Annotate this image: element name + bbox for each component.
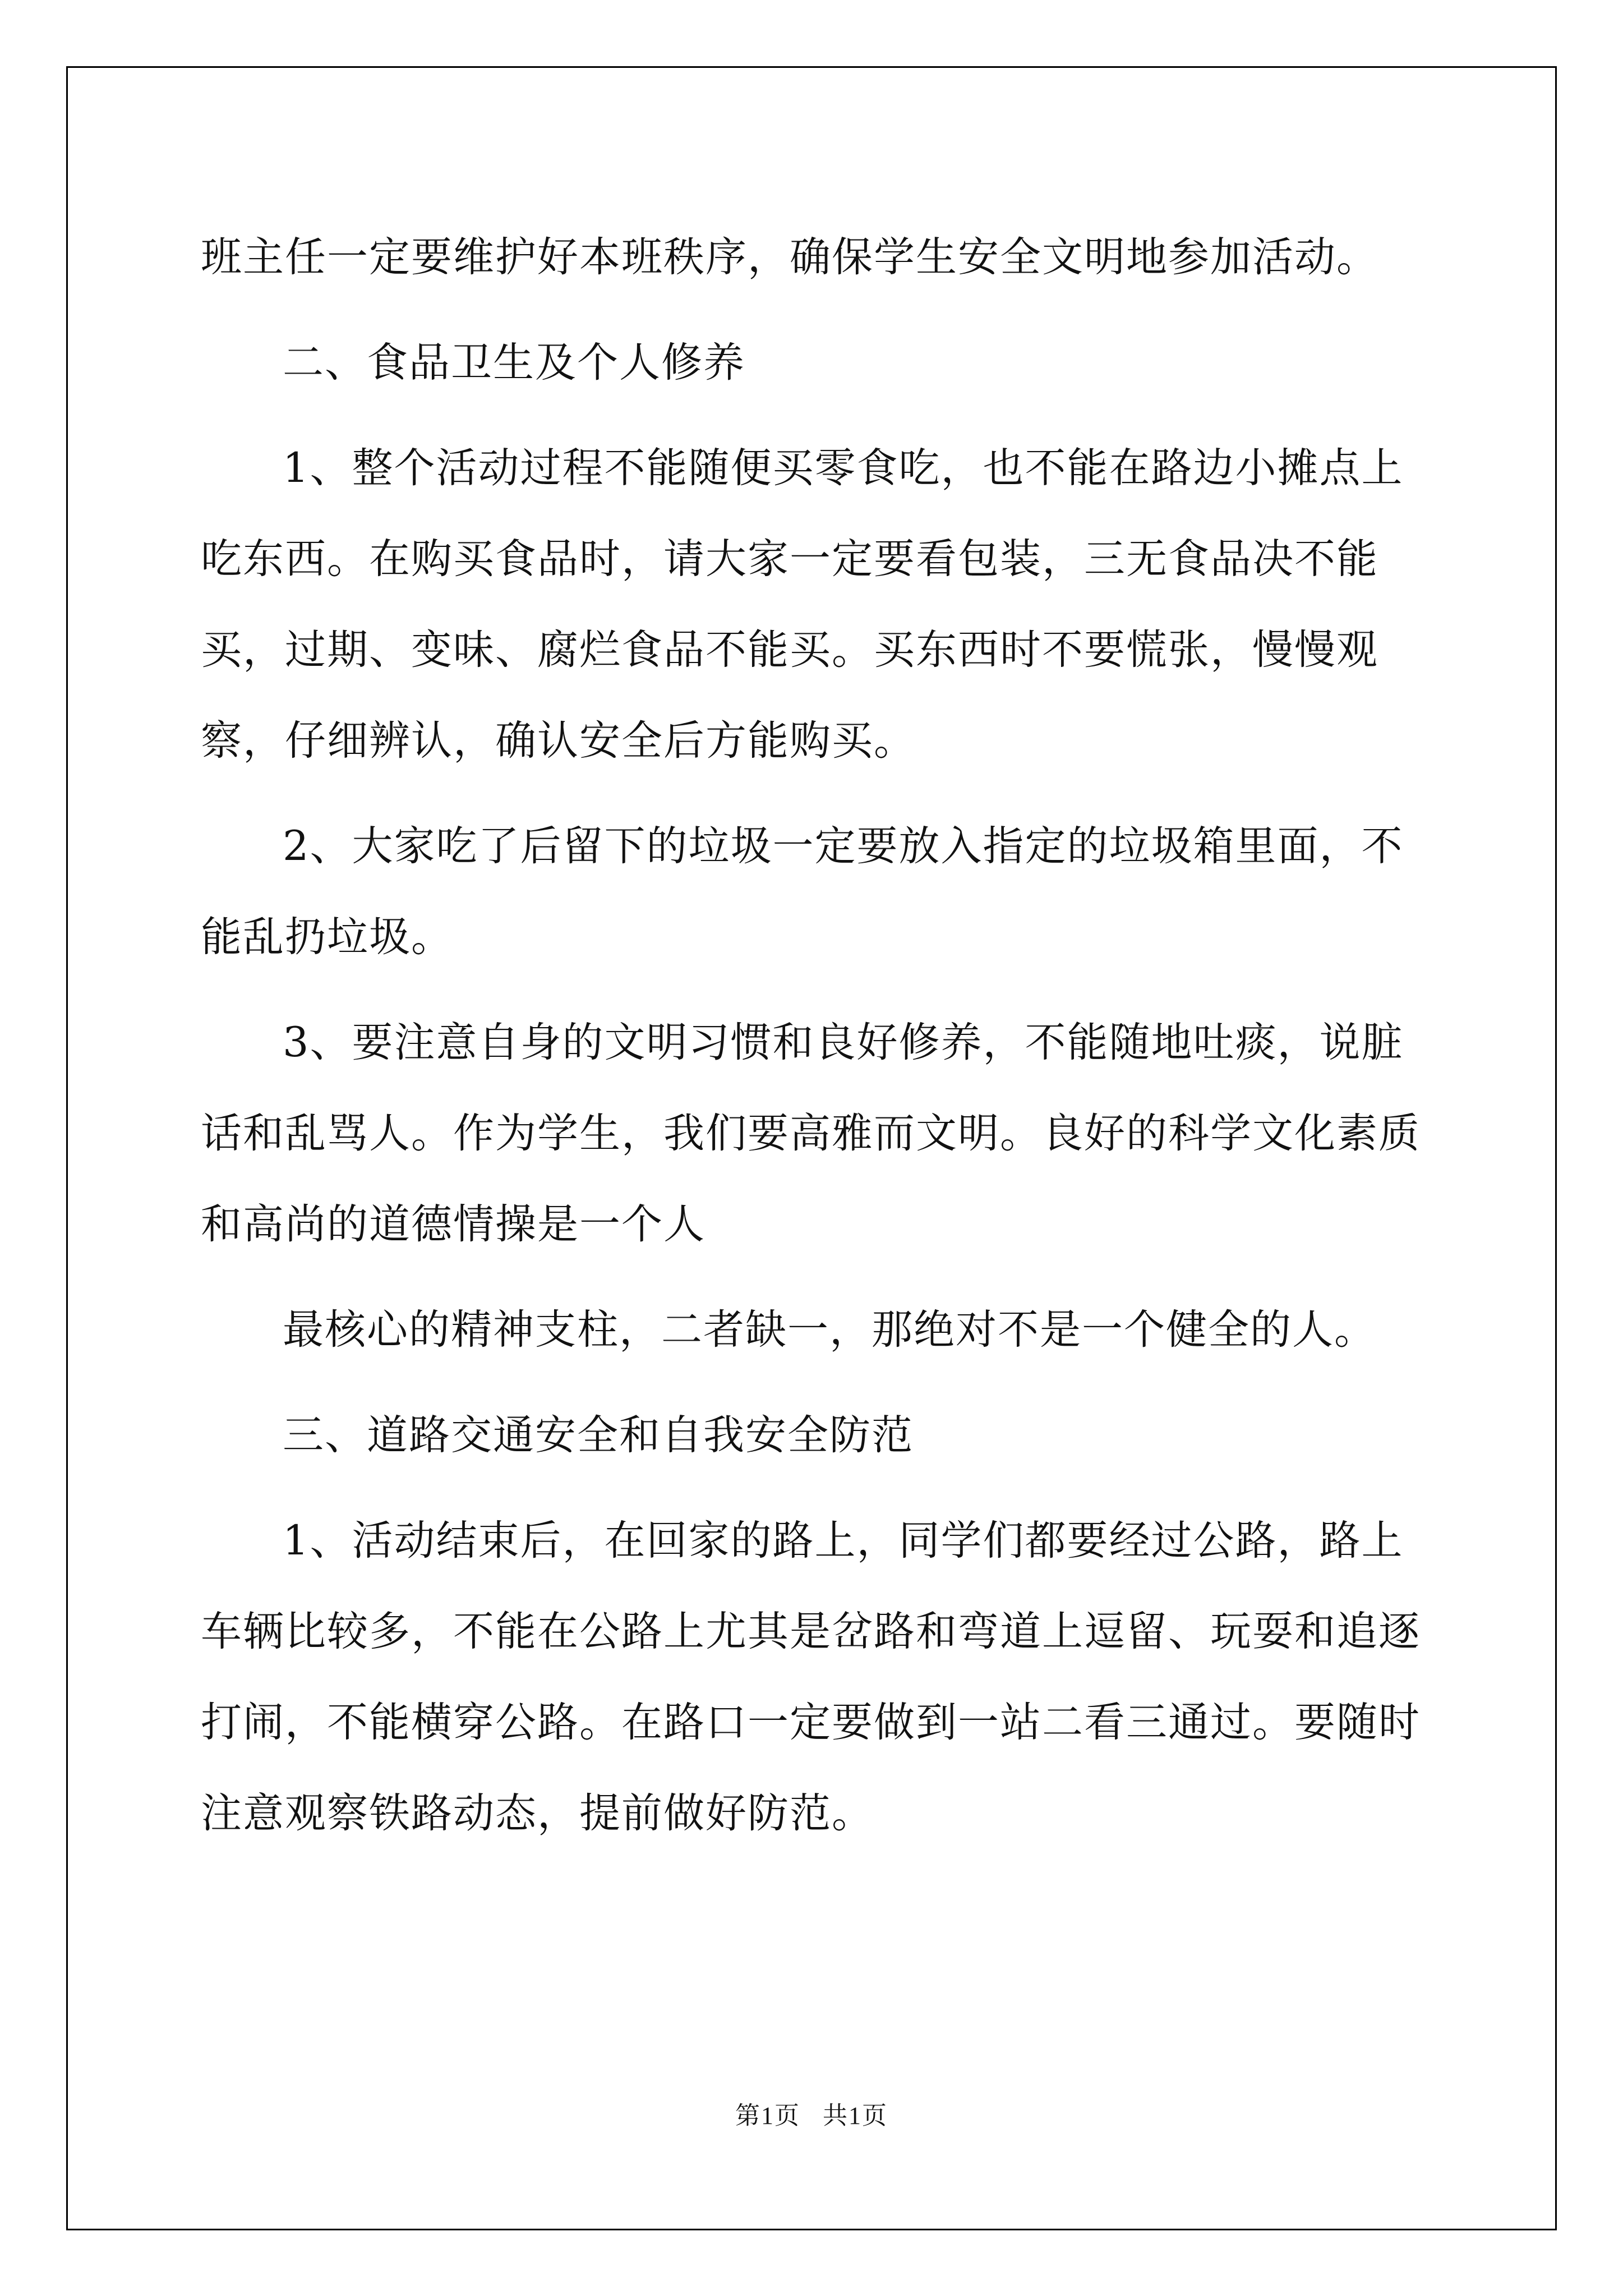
section-heading-traffic-safety: 三、道路交通安全和自我安全防范 (283, 1411, 914, 1459)
page-total: 共1页 (823, 2102, 888, 2129)
paragraph-food-1: 1、整个活动过程不能随便买零食吃，也不能在路边小摊点上吃东西。在购买食品时，请大家一定要看包装，三无食品决不能买，过期、变味、腐烂食品不能买。买东西时不要慌张，慢慢观察，仔细辨认，确认安全后方能购买。 (201, 444, 1404, 765)
paragraph-food-2: 2、大家吃了后留下的垃圾一定要放入指定的垃圾箱里面，不能乱扔垃圾。 (201, 822, 1404, 961)
paragraph-1: 班主任一定要维护好本班秩序，确保学生安全文明地参加活动。 (201, 233, 1378, 281)
page-footer (0, 2095, 1623, 2131)
document-body (201, 212, 1435, 1874)
paragraph-food-3-continued: 最核心的精神支柱，二者缺一，那绝对不是一个健全的人。 (283, 1306, 1376, 1354)
paragraph-traffic-1: 1、活动结束后，在回家的路上，同学们都要经过公路，路上车辆比较多，不能在公路上尤其是岔路和弯道上逗留、玩耍和追逐打闹，不能横穿公路。在路口一定要做到一站二看三通过。要随时注意观察铁路动态，提前做好防范。 (201, 1517, 1421, 1837)
section-heading-food-hygiene: 二、食品卫生及个人修养 (283, 339, 745, 386)
page-number: 第1页 (735, 2102, 800, 2129)
paragraph-food-3: 3、要注意自身的文明习惯和良好修养，不能随地吐痰，说脏话和乱骂人。作为学生，我们要高雅而文明。良好的科学文化素质和高尚的道德情操是一个人 (201, 1019, 1421, 1248)
